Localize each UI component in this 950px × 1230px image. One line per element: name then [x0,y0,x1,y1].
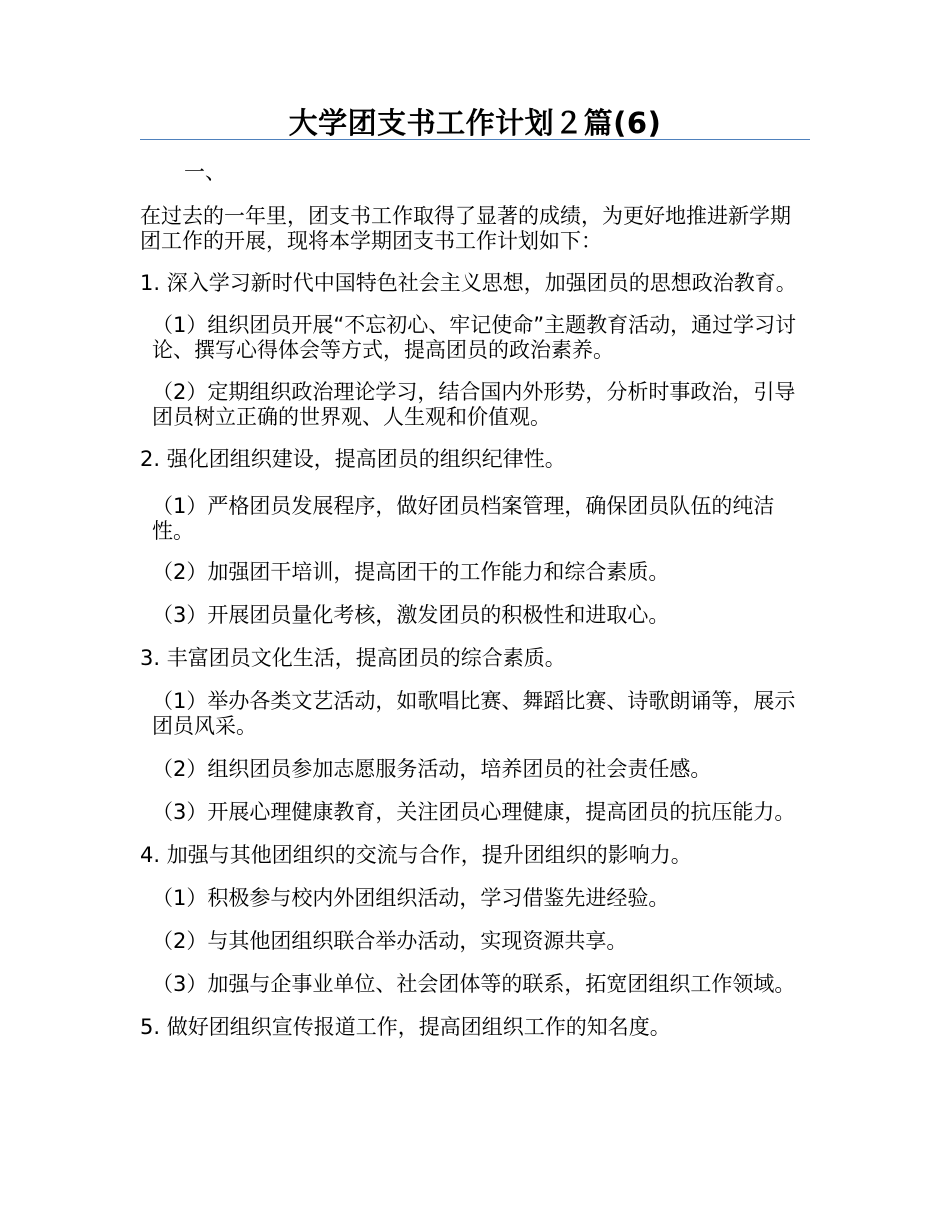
intro-paragraph: 在过去的一年里，团支书工作取得了显著的成绩，为更好地推进新学期团工作的开展，现将本学期团支书工作计划如下： [140,204,791,253]
item-1: 1. 深入学习新时代中国特色社会主义思想，加强团员的思想政治教育。 [140,271,797,295]
item-3: 3. 丰富团员文化生活，提高团员的综合素质。 [140,646,566,670]
document-body [140,160,810,1040]
item-2-1: （1）严格团员发展程序，做好团员档案管理，确保团员队伍的纯洁性。 [152,494,775,543]
item-1-1: （1）组织团员开展“不忘初心、牢记使命”主题教育活动，通过学习讨论、撰写心得体会等方式，提高团员的政治素养。 [152,313,797,362]
section-heading: 一、 [184,160,226,184]
item-4-1: （1）积极参与校内外团组织活动，学习借鉴先进经验。 [152,886,670,910]
item-2: 2. 强化团组织建设，提高团员的组织纪律性。 [140,447,566,471]
item-2-2: （2）加强团干培训，提高团干的工作能力和综合素质。 [152,560,670,584]
item-4: 4. 加强与其他团组织的交流与合作，提升团组织的影响力。 [140,843,692,867]
item-3-3: （3）开展心理健康教育，关注团员心理健康，提高团员的抗压能力。 [152,800,796,824]
item-4-2: （2）与其他团组织联合举办活动，实现资源共享。 [152,929,628,953]
item-5: 5. 做好团组织宣传报道工作，提高团组织工作的知名度。 [140,1015,671,1039]
item-1-2: （2）定期组织政治理论学习，结合国内外形势，分析时事政治，引导团员树立正确的世界观、人生观和价值观。 [152,380,796,429]
item-3-1: （1）举办各类文艺活动，如歌唱比赛、舞蹈比赛、诗歌朗诵等，展示团员风采。 [152,689,796,738]
document-title: 大学团支书工作计划２篇(6) [288,106,662,140]
item-4-3: （3）加强与企事业单位、社会团体等的联系，拓宽团组织工作领域。 [152,972,796,996]
item-2-3: （3）开展团员量化考核，激发团员的积极性和进取心。 [152,603,670,627]
item-3-2: （2）组织团员参加志愿服务活动，培养团员的社会责任感。 [152,757,712,781]
title-underline [140,139,810,140]
